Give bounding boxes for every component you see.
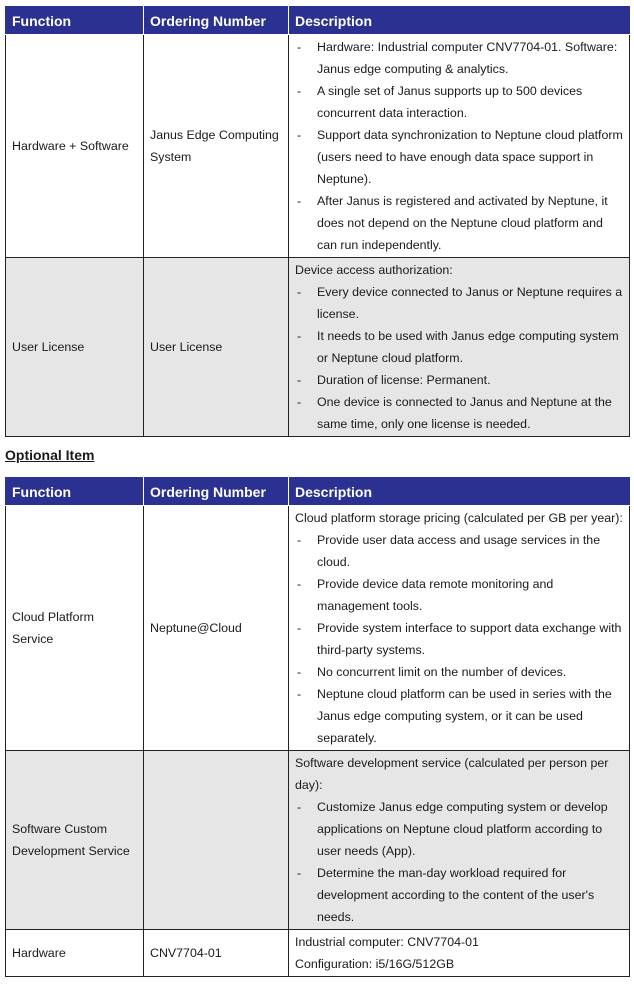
list-item: - Provide system interface to support data exchange with third-party systems. xyxy=(295,617,625,661)
list-item: - Provide device data remote monitoring and management tools. xyxy=(295,573,625,617)
description-cell xyxy=(289,35,630,258)
description-cell xyxy=(289,930,630,977)
table-header-row xyxy=(6,7,630,35)
description-cell xyxy=(289,751,630,930)
description-lead: Device access authorization: xyxy=(295,263,453,277)
list-item: - Every device connected to Janus or Neptune requires a license. xyxy=(295,281,625,325)
table-row xyxy=(6,930,630,977)
description-list xyxy=(295,36,625,256)
header-description: Description xyxy=(289,478,630,506)
list-item: - Determine the man-day workload required for development according to the content of the user's needs. xyxy=(295,862,625,928)
function-cell: Hardware + Software xyxy=(6,35,144,258)
table-header-row xyxy=(6,478,630,506)
description-cell xyxy=(289,506,630,751)
ordering-number-cell xyxy=(144,751,289,930)
function-cell: Software Custom Development Service xyxy=(6,751,144,930)
table-row xyxy=(6,506,630,751)
description-list xyxy=(295,529,625,749)
list-item: - Provide user data access and usage services in the cloud. xyxy=(295,529,625,573)
header-function: Function xyxy=(6,7,144,35)
list-item: - A single set of Janus supports up to 500 devices concurrent data interaction. xyxy=(295,80,625,124)
description-list xyxy=(295,281,625,435)
list-item: - Hardware: Industrial computer CNV7704-01. Software: Janus edge computing & analytics. xyxy=(295,36,625,80)
header-description: Description xyxy=(289,7,630,35)
ordering-number-cell: Janus Edge Computing System xyxy=(144,35,289,258)
header-function: Function xyxy=(6,478,144,506)
product-table xyxy=(5,6,630,437)
list-item: - One device is connected to Janus and Neptune at the same time, only one license is needed. xyxy=(295,391,625,435)
optional-item-heading: Optional Item xyxy=(5,447,95,463)
ordering-number-cell: Neptune@Cloud xyxy=(144,506,289,751)
list-item: - It needs to be used with Janus edge computing system or Neptune cloud platform. xyxy=(295,325,625,369)
ordering-number-cell: CNV7704-01 xyxy=(144,930,289,977)
list-item: - After Janus is registered and activated by Neptune, it does not depend on the Neptune cloud platform and can run independently. xyxy=(295,190,625,256)
description-lead: Cloud platform storage pricing (calculated per GB per year): xyxy=(295,511,623,525)
function-cell: Hardware xyxy=(6,930,144,977)
list-item: - No concurrent limit on the number of devices. xyxy=(295,661,625,683)
list-item: - Duration of license: Permanent. xyxy=(295,369,625,391)
function-cell: User License xyxy=(6,258,144,437)
table-row xyxy=(6,258,630,437)
ordering-number-cell: User License xyxy=(144,258,289,437)
table-row xyxy=(6,35,630,258)
header-ordering-number: Ordering Number xyxy=(144,478,289,506)
description-cell xyxy=(289,258,630,437)
description-line: Configuration: i5/16G/512GB xyxy=(295,957,455,971)
table-row xyxy=(6,751,630,930)
list-item: - Support data synchronization to Neptune cloud platform (users need to have enough data space support in Neptune). xyxy=(295,124,625,190)
description-lead: Software development service (calculated per person per day): xyxy=(295,756,609,792)
list-item: - Customize Janus edge computing system or develop applications on Neptune cloud platform according to user needs (App). xyxy=(295,796,625,862)
description-list xyxy=(295,796,625,928)
header-ordering-number: Ordering Number xyxy=(144,7,289,35)
function-cell: Cloud Platform Service xyxy=(6,506,144,751)
optional-item-table xyxy=(5,477,630,977)
description-line: Industrial computer: CNV7704-01 xyxy=(295,935,479,949)
list-item: - Neptune cloud platform can be used in series with the Janus edge computing system, or it can be used separately. xyxy=(295,683,625,749)
